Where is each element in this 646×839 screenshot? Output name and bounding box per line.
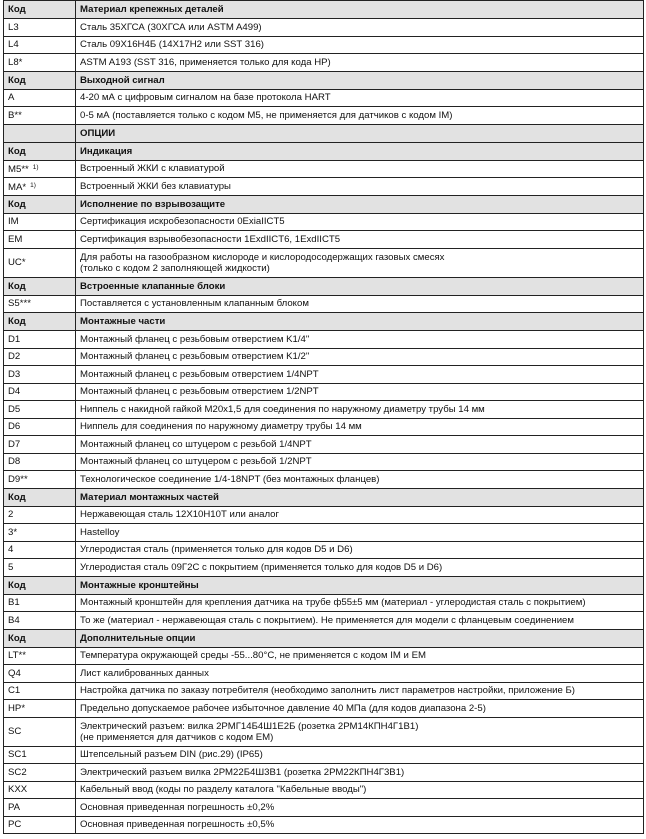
code-text: D1 xyxy=(8,333,21,345)
section-title-cell xyxy=(76,488,644,506)
table-row xyxy=(4,682,644,700)
table-row xyxy=(4,612,644,630)
code-text: Код xyxy=(8,74,26,86)
code-cell xyxy=(4,524,76,542)
description-cell xyxy=(76,295,644,313)
code-text: MA* xyxy=(8,181,27,193)
description-cell xyxy=(76,781,644,799)
code-cell xyxy=(4,559,76,577)
description-cell xyxy=(76,89,644,107)
table-row xyxy=(4,647,644,665)
code-cell xyxy=(4,277,76,295)
code-cell xyxy=(4,178,76,196)
description-cell xyxy=(76,524,644,542)
description-cell xyxy=(76,764,644,782)
section-header-row xyxy=(4,488,644,506)
description-text: То же (материал - нержавеющая сталь с покрытием). Не применяется для модели с фланцевым соединением xyxy=(80,614,574,626)
table-row xyxy=(4,541,644,559)
code-cell xyxy=(4,54,76,72)
code-text: D8 xyxy=(8,456,21,468)
description-cell xyxy=(76,383,644,401)
code-cell xyxy=(4,488,76,506)
code-cell xyxy=(4,746,76,764)
table-row xyxy=(4,471,644,489)
section-header-row xyxy=(4,277,644,295)
code-cell xyxy=(4,107,76,125)
description-text: Встроенный ЖКИ с клавиатурой xyxy=(80,163,225,175)
code-text: D5 xyxy=(8,403,21,415)
description-text: Поставляется с установленным клапанным блоком xyxy=(80,298,309,310)
table-row xyxy=(4,366,644,384)
description-text-line2: (только с кодом 2 заполняющей жидкости) xyxy=(80,262,270,274)
description-cell xyxy=(76,647,644,665)
code-text: D2 xyxy=(8,351,21,363)
code-text: PC xyxy=(8,819,22,831)
table-row xyxy=(4,295,644,313)
footnote-marker: 1) xyxy=(30,181,36,189)
description-text: Материал крепежных деталей xyxy=(80,4,224,15)
code-text: 5 xyxy=(8,561,14,573)
code-text: D4 xyxy=(8,386,21,398)
description-text: Встроенный ЖКИ без клавиатуры xyxy=(80,180,231,192)
code-cell xyxy=(4,231,76,249)
code-text: A xyxy=(8,92,15,104)
description-cell xyxy=(76,816,644,834)
code-cell xyxy=(4,213,76,231)
code-cell xyxy=(4,401,76,419)
code-text: Код xyxy=(8,198,26,210)
code-cell xyxy=(4,700,76,718)
description-text: Монтажный фланец с резьбовым отверстием 1/4NPT xyxy=(80,368,319,380)
code-cell xyxy=(4,471,76,489)
code-cell xyxy=(4,576,76,594)
code-text: PA xyxy=(8,801,21,813)
code-text: 3* xyxy=(8,526,18,538)
section-title-cell xyxy=(76,576,644,594)
section-title-cell xyxy=(76,71,644,89)
description-text: Для работы на газообразном кислороде и кислородосодержащих газовых смесях xyxy=(80,251,445,263)
code-text: SC2 xyxy=(8,766,27,778)
code-cell xyxy=(4,71,76,89)
code-cell xyxy=(4,295,76,313)
description-text: Ниппель с накидной гайкой M20x1,5 для соединения по наружному диаметру трубы 14 мм xyxy=(80,403,485,415)
description-cell xyxy=(76,436,644,454)
description-cell xyxy=(76,700,644,718)
description-text: Углеродистая сталь (применяется только для кодов D5 и D6) xyxy=(80,544,353,556)
description-cell xyxy=(76,453,644,471)
code-text: Q4 xyxy=(8,667,21,679)
code-text: B1 xyxy=(8,597,20,609)
table-row xyxy=(4,54,644,72)
code-text: KXX xyxy=(8,784,28,796)
description-text: Монтажный фланец со штуцером с резьбой 1/2NPT xyxy=(80,456,312,468)
table-row xyxy=(4,717,644,746)
code-text: L4 xyxy=(8,39,19,51)
description-text: Кабельный ввод (коды по разделу каталога "Кабельные вводы") xyxy=(80,784,367,796)
code-text: IM xyxy=(8,216,19,228)
description-text-line2: (не применяется для датчиков с кодом EM) xyxy=(80,731,274,743)
table-row xyxy=(4,89,644,107)
code-cell xyxy=(4,799,76,817)
code-cell xyxy=(4,418,76,436)
section-title-cell xyxy=(76,195,644,213)
description-text: Встроенные клапанные блоки xyxy=(80,280,226,292)
code-text: Код xyxy=(8,145,26,157)
description-cell xyxy=(76,19,644,37)
code-cell xyxy=(4,612,76,630)
description-cell xyxy=(76,36,644,54)
description-text: Углеродистая сталь 09Г2С с покрытием (применяется только для кодов D5 и D6) xyxy=(80,561,443,573)
code-text: UC* xyxy=(8,257,26,268)
code-text: 4 xyxy=(8,544,14,556)
description-cell xyxy=(76,559,644,577)
table-row xyxy=(4,559,644,577)
code-cell xyxy=(4,331,76,349)
table-row xyxy=(4,213,644,231)
description-text: ОПЦИИ xyxy=(80,127,116,139)
table-row xyxy=(4,418,644,436)
code-cell xyxy=(4,647,76,665)
table-row xyxy=(4,764,644,782)
section-title-cell xyxy=(76,313,644,331)
code-cell xyxy=(4,682,76,700)
code-text: L3 xyxy=(8,21,19,33)
code-cell xyxy=(4,248,76,277)
code-text: L8* xyxy=(8,56,23,68)
section-header-row xyxy=(4,576,644,594)
description-cell xyxy=(76,799,644,817)
description-text: Индикация xyxy=(80,145,133,157)
description-cell xyxy=(76,594,644,612)
code-text: Код xyxy=(8,579,26,591)
table-row xyxy=(4,453,644,471)
description-cell xyxy=(76,506,644,524)
code-text: D7 xyxy=(8,438,21,450)
code-cell xyxy=(4,89,76,107)
code-cell xyxy=(4,816,76,834)
code-text: Код xyxy=(8,491,26,503)
code-text: M5** xyxy=(8,164,29,176)
ordering-code-table xyxy=(3,0,644,834)
table-row xyxy=(4,383,644,401)
description-text: Сертификация взрывобезопасности 1ExdIICT6, 1ExdIICT5 xyxy=(80,233,341,245)
table-row xyxy=(4,436,644,454)
section-header-row xyxy=(4,195,644,213)
table-row xyxy=(4,665,644,683)
code-text: B** xyxy=(8,109,22,121)
description-text: Материал монтажных частей xyxy=(80,491,219,503)
description-text: Электрический разъем вилка 2РМ22Б4Ш3В1 (розетка 2РМ22КПН4Г3В1) xyxy=(80,766,405,778)
code-text: D9** xyxy=(8,473,28,485)
description-text: Нержавеющая сталь 12Х10Н10Т или аналог xyxy=(80,509,279,521)
table-row xyxy=(4,781,644,799)
description-cell xyxy=(76,248,644,277)
description-text: Сертификация искробезопасности 0ExiaIICT5 xyxy=(80,216,285,228)
section-header-row xyxy=(4,313,644,331)
table-row xyxy=(4,799,644,817)
description-cell xyxy=(76,471,644,489)
code-text: LT** xyxy=(8,650,26,662)
description-cell xyxy=(76,682,644,700)
description-cell xyxy=(76,401,644,419)
description-cell xyxy=(76,665,644,683)
description-text: Монтажные кронштейны xyxy=(80,579,199,591)
section-header-row xyxy=(4,629,644,647)
description-cell xyxy=(76,366,644,384)
table-row xyxy=(4,331,644,349)
code-cell xyxy=(4,195,76,213)
section-header-row xyxy=(4,71,644,89)
code-cell xyxy=(4,717,76,746)
description-text: Дополнительные опции xyxy=(80,632,196,644)
description-cell xyxy=(76,331,644,349)
section-header-row xyxy=(4,142,644,160)
code-text: EM xyxy=(8,233,23,245)
footnote-marker: 1) xyxy=(32,164,39,172)
description-text: Монтажный фланец со штуцером с резьбой 1/4NPT xyxy=(80,438,312,450)
table-row xyxy=(4,594,644,612)
description-text: Монтажный фланец с резьбовым отверстием 1/2NPT xyxy=(80,386,319,398)
description-text: Выходной сигнал xyxy=(80,74,165,86)
table-row xyxy=(4,248,644,277)
table-row xyxy=(4,160,644,178)
description-text: Основная приведенная погрешность ±0,5% xyxy=(80,819,275,831)
code-cell xyxy=(4,594,76,612)
code-cell xyxy=(4,142,76,160)
code-cell xyxy=(4,665,76,683)
description-text: Ниппель для соединения по наружному диаметру трубы 14 мм xyxy=(80,421,362,433)
code-text: Код xyxy=(8,316,26,327)
code-text: Код xyxy=(8,632,26,644)
code-text: SC1 xyxy=(8,749,27,761)
section-title-cell xyxy=(76,1,644,19)
description-text: Монтажные части xyxy=(80,316,166,327)
description-cell xyxy=(76,54,644,72)
code-cell xyxy=(4,313,76,331)
code-text: HP* xyxy=(8,702,26,714)
table-row xyxy=(4,524,644,542)
code-text: SC xyxy=(8,726,22,737)
code-cell xyxy=(4,366,76,384)
code-text: D6 xyxy=(8,421,21,433)
description-text: ASTM A193 (SST 316, применяется только для кода HP) xyxy=(80,56,331,68)
code-cell xyxy=(4,383,76,401)
description-text: Сталь 09Х16Н4Б (14Х17Н2 или SST 316) xyxy=(80,39,264,51)
description-text: Предельно допускаемое рабочее избыточное давление 40 МПа (для кодов диапазона 2-5) xyxy=(80,702,486,714)
description-text: Температура окружающей среды -55...80°С, не применяется с кодом IM и EM xyxy=(80,650,426,662)
code-text: S5*** xyxy=(8,298,31,310)
description-cell xyxy=(76,348,644,366)
description-text: Монтажный фланец с резьбовым отверстием K1/2" xyxy=(80,351,310,363)
table-row xyxy=(4,348,644,366)
description-text: Технологическое соединение 1/4-18NPT (без монтажных фланцев) xyxy=(80,473,380,485)
code-text: 2 xyxy=(8,509,14,521)
description-cell xyxy=(76,418,644,436)
table-row xyxy=(4,506,644,524)
code-text: B4 xyxy=(8,614,20,626)
description-cell xyxy=(76,612,644,630)
section-title-cell xyxy=(76,142,644,160)
code-cell xyxy=(4,19,76,37)
description-cell xyxy=(76,178,644,196)
description-text: Основная приведенная погрешность ±0,2% xyxy=(80,801,275,813)
code-cell xyxy=(4,781,76,799)
code-text: C1 xyxy=(8,685,21,697)
code-cell xyxy=(4,160,76,178)
description-text: Hastelloy xyxy=(80,526,120,538)
description-cell xyxy=(76,160,644,178)
code-text: D3 xyxy=(8,368,21,380)
description-text: Штепсельный разъем DIN (рис.29) (IP65) xyxy=(80,749,263,761)
description-text: Монтажный фланец с резьбовым отверстием K1/4" xyxy=(80,333,310,345)
description-text: Исполнение по взрывозащите xyxy=(80,198,226,210)
code-cell xyxy=(4,764,76,782)
options-header-row xyxy=(4,124,644,142)
description-cell xyxy=(76,746,644,764)
section-title-cell xyxy=(76,629,644,647)
description-cell xyxy=(76,541,644,559)
table-row xyxy=(4,107,644,125)
code-text: Код xyxy=(8,280,26,292)
code-cell xyxy=(4,36,76,54)
table-row xyxy=(4,401,644,419)
code-text: Код xyxy=(8,4,26,15)
table-row xyxy=(4,700,644,718)
table-row xyxy=(4,36,644,54)
code-cell xyxy=(4,124,76,142)
description-cell xyxy=(76,107,644,125)
description-text: Сталь 35ХГСА (30ХГСА или ASTM A499) xyxy=(80,21,262,33)
code-cell xyxy=(4,506,76,524)
description-text: 0-5 мА (поставляется только с кодом M5, не применяется для датчиков с кодом IM) xyxy=(80,109,453,121)
table-row xyxy=(4,746,644,764)
description-cell xyxy=(76,213,644,231)
table-body xyxy=(4,1,644,834)
table-row xyxy=(4,178,644,196)
description-cell xyxy=(76,231,644,249)
code-cell xyxy=(4,348,76,366)
code-cell xyxy=(4,541,76,559)
code-cell xyxy=(4,436,76,454)
code-cell xyxy=(4,453,76,471)
section-header-row xyxy=(4,1,644,19)
description-cell xyxy=(76,717,644,746)
description-text: 4-20 мА с цифровым сигналом на базе протокола HART xyxy=(80,92,331,104)
table-row xyxy=(4,19,644,37)
description-text: Настройка датчика по заказу потребителя (необходимо заполнить лист параметров настройки, приложение Б) xyxy=(80,685,575,697)
description-text: Лист калиброванных данных xyxy=(80,667,209,679)
section-title-cell xyxy=(76,277,644,295)
table-row xyxy=(4,816,644,834)
section-title-cell xyxy=(76,124,644,142)
description-text: Монтажный кронштейн для крепления датчика на трубе ф55±5 мм (материал - углеродистая сталь с покрытием) xyxy=(80,597,586,609)
table-row xyxy=(4,231,644,249)
code-cell xyxy=(4,629,76,647)
description-text: Электрический разъем: вилка 2РМГ14Б4Ш1Е2Б (розетка 2РМ14КПН4Г1В1) xyxy=(80,720,419,732)
code-cell xyxy=(4,1,76,19)
